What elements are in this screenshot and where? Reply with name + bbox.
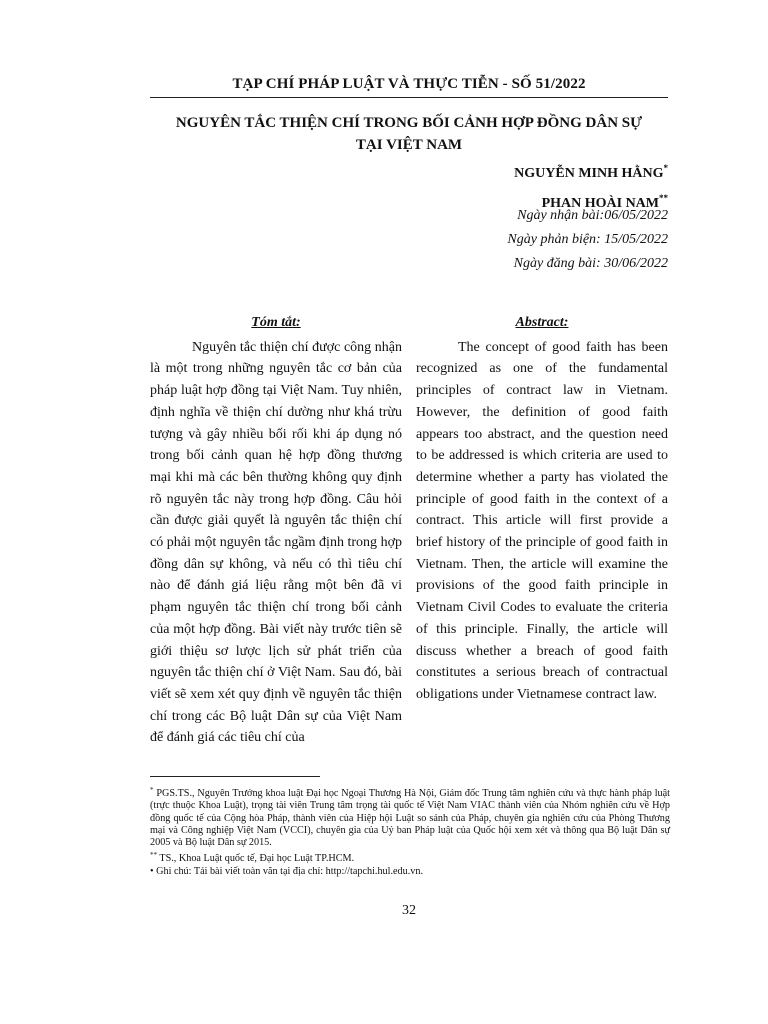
author-2-name: PHAN HOÀI NAM [541,196,659,211]
footnote-2 [150,849,670,865]
summary-text: Nguyên tắc thiện chí được công nhận là một trong những nguyên tắc cơ bản của pháp luật hợp đồng tại Việt Nam. Tuy nhiên, định nghĩa về thiện chí dường như khá trừu tượng và gây nhiều bối rối khi áp dụng nó trong bối cảnh quan hệ hợp đồng thương mại khi mà các bên thường không quy định rõ nguyên tắc này trong hợp đồng. Câu hỏi cần được giải quyết là nguyên tắc thiện chí có phải một nguyên tắc ngầm định trong hợp đồng dân sự không, và nếu có thì tiêu chí nào để đánh giá liệu rằng một bên đã vi phạm nguyên tắc thiện chí trong bối cảnh của một hợp đồng. Bài viết này trước tiên sẽ giới thiệu sơ lược lịch sử phát triển của nguyên tắc thiện chí ở Việt Nam. Sau đó, bài viết sẽ xem xét quy định về nguyên tắc thiện chí trong các Bộ luật Dân sự của Việt Nam để đánh giá các tiêu chí của [150,339,402,746]
summary-heading: Tóm tắt: [251,315,301,330]
author-1-name: NGUYỄN MINH HẰNG [514,166,664,181]
footnote-2-text: TS., Khoa Luật quốc tế, Đại học Luật TP.HCM. [157,853,355,865]
author-2-mark: ** [659,193,668,203]
page-number: 32 [402,903,416,918]
article-title-line-2: TẠI VIỆT NAM [355,137,463,153]
article-dates [507,204,668,276]
summary-vietnamese [150,312,402,749]
footnote-1-mark: * [150,786,154,794]
author-1 [514,156,668,186]
footnote-1-text: PGS.TS., Nguyên Trưởng khoa luật Đại học Ngoại Thương Hà Nội, Giám đốc Trung tâm nghiên cứu và thực hành pháp luật (trực thuộc Khoa Luật), trọng tài viên Trung tâm trọng tài quốc tế Việt Nam VIAC thành viên của Nhóm nghiên cứu về Hợp đồng quốc tế của Cộng hòa Pháp, thành viên của Hiệp hội Luật so sánh của Pháp, chuyên gia nghiên cứu của Phòng Thương mại và Công nghiệp Việt Nam (VCCI), chuyên gia của Uỷ ban Pháp luật của Quốc hội xem xét và thông qua Bộ luật Dân sự 2005 và Bộ luật Dân sự 2015. [150,788,670,849]
footnote-2-mark: ** [150,851,157,860]
abstract-text: The concept of good faith has been recognized as one of the fundamental principles of contract law in Vietnam. However, the definition of good faith appears too abstract, and the question need to be addressed is which criteria are used to determine whether a party has violated the principle of good faith in the context of a contract. This article will first provide a brief history of the principle of good faith in Vietnam. Then, the article will examine the provisions of the good faith principle in Vietnam Civil Codes to evaluate the criteria of this principle. Finally, the article will discuss whether a breach of good faith constitutes a serious breach of contractual obligations under Vietnamese contract law. [416,339,668,702]
author-1-mark: * [663,163,668,173]
date-reviewed: Ngày phản biện: 15/05/2022 [507,232,668,247]
article-title [150,112,668,156]
article-title-line-1: NGUYÊN TẮC THIỆN CHÍ TRONG BỐI CẢNH HỢP ĐỒNG DÂN SỰ [175,115,643,131]
footnote-1 [150,784,670,849]
abstract-heading: Abstract: [515,315,569,330]
header-rule [150,97,668,98]
footnote-rule [150,776,320,777]
footnote-note: • Ghi chú: Tải bài viết toàn văn tại địa chỉ: http://tapchi.hul.edu.vn. [150,865,424,877]
journal-header: TẠP CHÍ PHÁP LUẬT VÀ THỰC TIỄN - SỐ 51/2022 [232,76,586,92]
date-received: Ngày nhận bài:06/05/2022 [517,208,668,223]
abstract-english [416,312,668,706]
footnotes [150,784,670,878]
date-published: Ngày đăng bài: 30/06/2022 [513,256,668,271]
